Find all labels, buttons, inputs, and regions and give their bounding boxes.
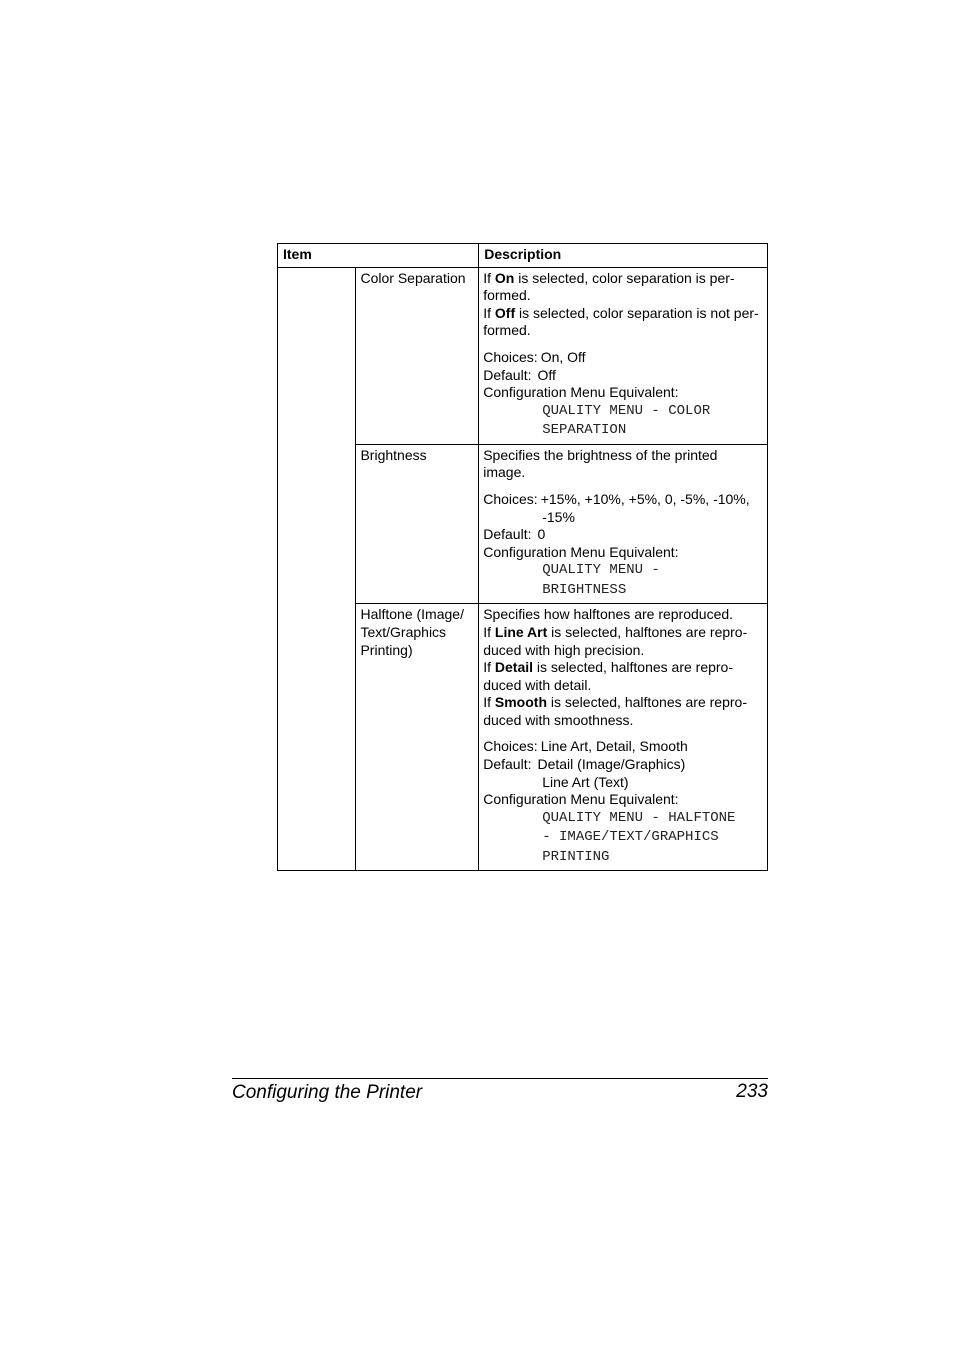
choices-value: On, Off xyxy=(540,348,586,365)
choices-label: Choices: xyxy=(483,738,538,755)
header-item: Item xyxy=(278,244,479,268)
default-value: 0 xyxy=(537,526,546,543)
default-label: Default: xyxy=(483,366,532,383)
choices-label: Choices: xyxy=(483,490,538,507)
description-cell xyxy=(479,444,768,604)
settings-table xyxy=(277,243,768,871)
item-name: Brightness xyxy=(360,446,427,463)
item-name: Color Separation xyxy=(360,269,466,286)
table-header-row xyxy=(278,244,768,268)
description-text: Specifies how halftones are reproduced. If Line Art is selected, halftones are repro- duced with high precision. If Detail is selected, halftones are repro- duced with detail. If Smooth is selected, halftones are repro- duced with smoothness. xyxy=(483,606,748,728)
choices-value: +15%, +10%, +5%, 0, -5%, -10%, xyxy=(540,490,750,507)
item-name-cell xyxy=(356,267,479,444)
default-value: Off xyxy=(537,366,556,383)
table-row xyxy=(278,267,768,444)
header-description: Description xyxy=(479,244,768,268)
config-menu-path: QUALITY MENU - COLOR SEPARATION xyxy=(542,402,711,439)
description-cell xyxy=(479,604,768,871)
settings-block xyxy=(483,491,767,600)
description-cell xyxy=(479,267,768,444)
item-name-cell xyxy=(356,444,479,604)
default-value: Detail (Image/Graphics) xyxy=(537,756,686,773)
description-text: If On is selected, color separation is per- formed. If Off is selected, color separation is not per- formed. xyxy=(483,269,759,339)
footer-divider xyxy=(232,1078,768,1079)
item-name: Halftone (Image/ Text/Graphics Printing) xyxy=(360,606,464,658)
config-label: Configuration Menu Equivalent: xyxy=(483,791,679,808)
description-text: Specifies the brightness of the printed image. xyxy=(483,446,718,481)
footer-section-title: Configuring the Printer xyxy=(232,1082,423,1103)
choices-label: Choices: xyxy=(483,348,538,365)
default-value-cont: Line Art (Text) xyxy=(542,773,629,790)
choices-value-cont: -15% xyxy=(542,508,575,525)
settings-block xyxy=(483,738,767,867)
choices-value: Line Art, Detail, Smooth xyxy=(540,738,688,755)
default-label: Default: xyxy=(483,756,532,773)
item-name-cell xyxy=(356,604,479,871)
config-label: Configuration Menu Equivalent: xyxy=(483,543,679,560)
default-label: Default: xyxy=(483,526,532,543)
settings-block xyxy=(483,349,767,441)
page-number: 233 xyxy=(736,1081,768,1102)
config-label: Configuration Menu Equivalent: xyxy=(483,384,679,401)
config-menu-path: QUALITY MENU - BRIGHTNESS xyxy=(542,562,660,598)
group-cell xyxy=(278,267,356,871)
config-menu-path: QUALITY MENU - HALFTONE - IMAGE/TEXT/GRAPHICS PRINTING xyxy=(542,809,736,865)
